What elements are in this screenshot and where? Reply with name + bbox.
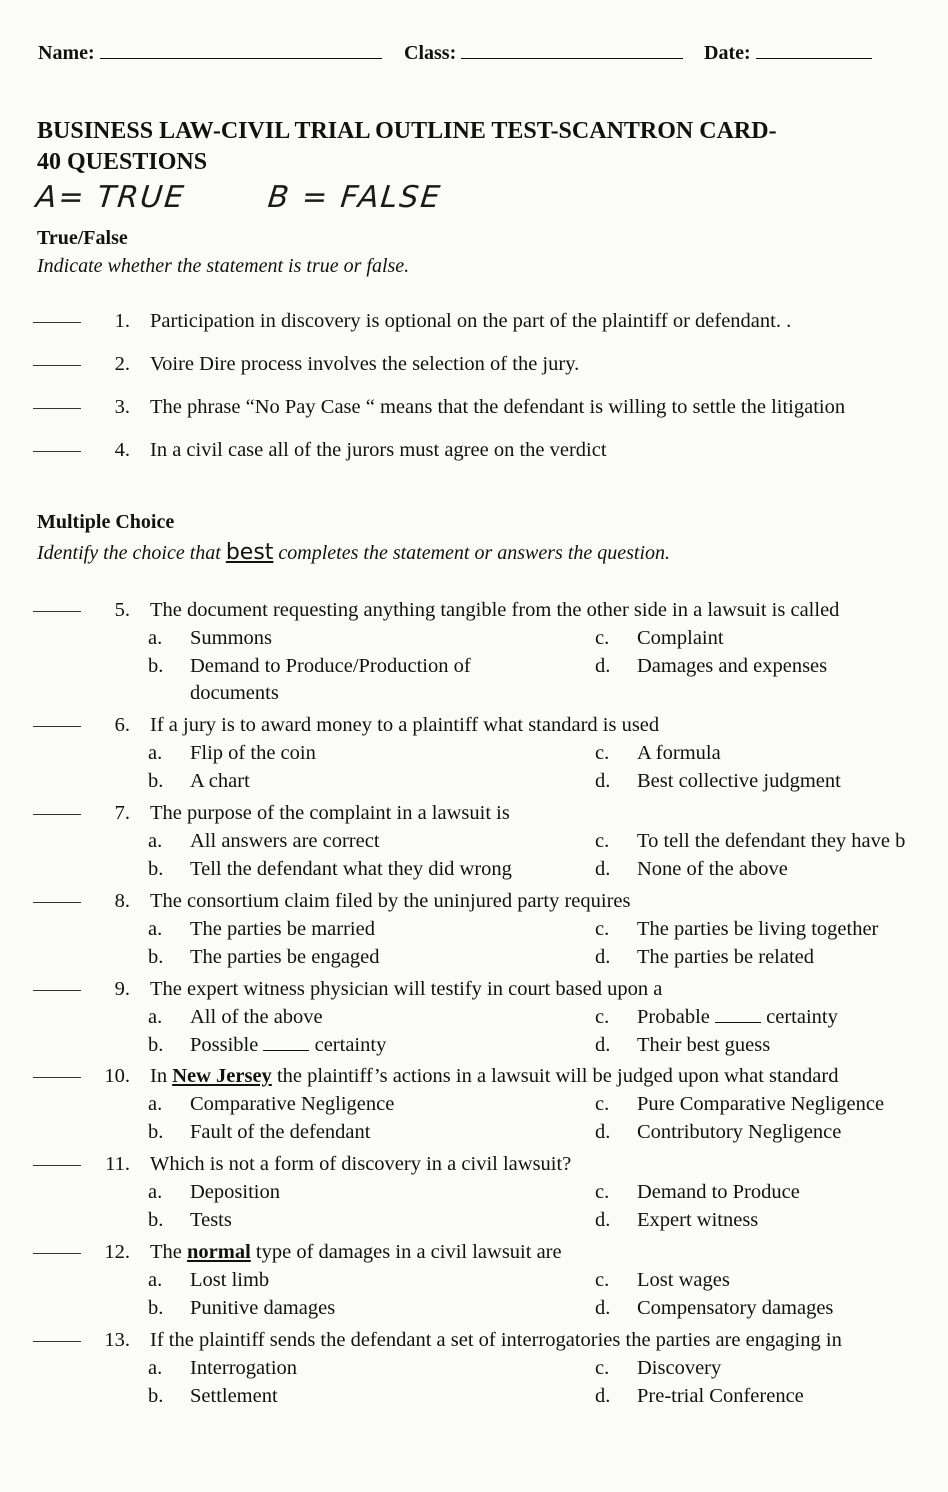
question-number: 5. [114, 599, 130, 621]
option-text: None of the above [637, 858, 788, 880]
question-text: The purpose of the complaint in a lawsuit is [150, 802, 510, 824]
option-text: Summons [190, 627, 273, 649]
option-letter: d. [595, 655, 611, 677]
option-text: Fault of the defendant [190, 1121, 371, 1143]
option-letter: a. [148, 1093, 163, 1115]
question-text: The expert witness physician will testify in court based upon a [150, 978, 663, 1000]
option-letter: d. [595, 1297, 611, 1319]
option-letter: c. [595, 627, 610, 649]
option-text: The parties be living together [637, 918, 879, 940]
option-letter: d. [595, 1385, 611, 1407]
question-number: 9. [114, 978, 130, 1000]
option-letter: a. [148, 627, 163, 649]
option-text-pre: Probable [637, 1006, 710, 1028]
true-false-heading: True/False [37, 227, 128, 249]
option-letter: b. [148, 946, 164, 968]
question-number: 7. [114, 802, 130, 824]
question-number: 12. [104, 1241, 130, 1263]
option-letter: d. [595, 1121, 611, 1143]
option-text: Damages and expenses [637, 655, 828, 677]
option-letter: a. [148, 1269, 163, 1291]
option-text: Pure Comparative Negligence [637, 1093, 885, 1115]
option-text: Demand to Produce [637, 1181, 800, 1203]
option-text: Comparative Negligence [190, 1093, 395, 1115]
test-title [37, 116, 917, 178]
option-letter: d. [595, 1034, 611, 1056]
option-text: Demand to Produce/Production of [190, 655, 471, 677]
option-letter: c. [595, 830, 610, 852]
option-text: Pre-trial Conference [637, 1385, 804, 1407]
option-letter: a. [148, 1357, 163, 1379]
option-text: Tell the defendant what they did wrong [190, 858, 512, 880]
question-number: 8. [114, 890, 130, 912]
class-field[interactable] [404, 38, 683, 65]
question-text-post: type of damages in a civil lawsuit are [255, 1241, 562, 1263]
option-text: Flip of the coin [190, 742, 316, 764]
fill-blank [263, 1036, 309, 1051]
option-text: Lost wages [637, 1269, 730, 1291]
question-number: 13. [104, 1329, 130, 1351]
option-letter: c. [595, 1093, 610, 1115]
question-text [150, 1241, 562, 1264]
option-text: Their best guess [637, 1034, 771, 1056]
name-field[interactable] [38, 38, 382, 65]
date-field[interactable] [704, 38, 872, 65]
option-letter: b. [148, 655, 164, 677]
option-text: Settlement [190, 1385, 278, 1407]
title-line-2: 40 QUESTIONS [37, 149, 208, 175]
option-text: Compensatory damages [637, 1297, 834, 1319]
option-letter: c. [595, 1006, 610, 1028]
multiple-choice-instructions [37, 540, 670, 565]
option-letter: c. [595, 1357, 610, 1379]
option-letter: c. [595, 742, 610, 764]
question-number: 2. [114, 353, 130, 375]
question-emphasis: New Jersey [172, 1065, 272, 1087]
question-text-pre: In [150, 1065, 168, 1087]
option-letter: a. [148, 918, 163, 940]
question-text: Voire Dire process involves the selection of the jury. [150, 353, 580, 375]
question-text: The phrase “No Pay Case “ means that the defendant is willing to settle the litigation [150, 396, 846, 418]
option-letter: c. [595, 1269, 610, 1291]
option-text: A formula [637, 742, 721, 764]
option-letter: b. [148, 1297, 164, 1319]
name-label: Name: [38, 42, 95, 64]
option-text: A chart [190, 770, 250, 792]
option-letter: a. [148, 742, 163, 764]
option-text: Punitive damages [190, 1297, 336, 1319]
multiple-choice-heading: Multiple Choice [37, 511, 175, 533]
class-blank[interactable] [461, 38, 683, 59]
date-blank[interactable] [756, 38, 872, 59]
option-text: Interrogation [190, 1357, 298, 1379]
option-letter: b. [148, 858, 164, 880]
option-letter: a. [148, 1181, 163, 1203]
fill-blank [715, 1008, 761, 1023]
option-text: Lost limb [190, 1269, 270, 1291]
question-number: 1. [114, 310, 130, 332]
question-text: If the plaintiff sends the defendant a set of interrogatories the parties are engaging in [150, 1329, 842, 1351]
option-letter: b. [148, 770, 164, 792]
option-text: To tell the defendant they have b [637, 830, 906, 852]
option-text: Expert witness [637, 1209, 759, 1231]
option-text: All answers are correct [190, 830, 380, 852]
question-text: Participation in discovery is optional on the part of the plaintiff or defendant. . [150, 310, 792, 332]
date-label: Date: [704, 42, 751, 64]
option-letter: d. [595, 858, 611, 880]
option-letter: b. [148, 1121, 164, 1143]
option-text-cont: documents [190, 682, 279, 704]
option-letter: a. [148, 1006, 163, 1028]
question-text: The consortium claim filed by the uninjured party requires [150, 890, 631, 912]
question-text-post: the plaintiff’s actions in a lawsuit will be judged upon what standard [276, 1065, 839, 1087]
option-text: Contributory Negligence [637, 1121, 842, 1143]
question-number: 6. [114, 714, 130, 736]
option-letter: b. [148, 1209, 164, 1231]
question-text: In a civil case all of the jurors must agree on the verdict [150, 439, 607, 461]
option-letter: b. [148, 1385, 164, 1407]
question-emphasis: normal [187, 1241, 251, 1263]
option-text: Deposition [190, 1181, 280, 1203]
true-false-instructions: Indicate whether the statement is true or false. [37, 255, 410, 277]
question-number: 4. [114, 439, 130, 461]
option-text: Discovery [637, 1357, 722, 1379]
option-text: Best collective judgment [637, 770, 841, 792]
option-text-post: certainty [766, 1006, 838, 1028]
option-letter: c. [595, 1181, 610, 1203]
option-letter: d. [595, 770, 611, 792]
instructions-pre: Identify the choice that [37, 542, 221, 564]
option-text: The parties be related [637, 946, 815, 968]
question-text: Which is not a form of discovery in a civil lawsuit? [150, 1153, 572, 1175]
option-text: The parties be engaged [190, 946, 380, 968]
question-text: If a jury is to award money to a plaintiff what standard is used [150, 714, 660, 736]
option-letter: c. [595, 918, 610, 940]
option-letter: a. [148, 830, 163, 852]
option-letter: d. [595, 946, 611, 968]
option-letter: d. [595, 1209, 611, 1231]
handwritten-a-true: A= TRUE [34, 180, 188, 215]
question-text: The document requesting anything tangible from the other side in a lawsuit is called [150, 599, 840, 621]
option-text-pre: Possible [190, 1034, 259, 1056]
option-text [190, 1034, 386, 1057]
option-text: The parties be married [190, 918, 375, 940]
question-number: 3. [114, 396, 130, 418]
question-text [150, 1065, 839, 1088]
class-label: Class: [404, 42, 457, 64]
title-line-1: BUSINESS LAW-CIVIL TRIAL OUTLINE TEST-SCANTRON CARD- [37, 118, 777, 144]
handwritten-b-false: B = FALSE [266, 180, 444, 215]
question-text-pre: The [150, 1241, 182, 1263]
name-blank[interactable] [100, 38, 382, 59]
option-text: All of the above [190, 1006, 323, 1028]
option-text: Tests [190, 1209, 232, 1231]
question-number: 11. [105, 1153, 130, 1175]
question-number: 10. [104, 1065, 130, 1087]
handwritten-best: best [225, 540, 274, 565]
option-text: Complaint [637, 627, 724, 649]
option-letter: b. [148, 1034, 164, 1056]
option-text [637, 1006, 838, 1029]
instructions-post: completes the statement or answers the question. [278, 542, 671, 564]
option-text-post: certainty [314, 1034, 387, 1056]
